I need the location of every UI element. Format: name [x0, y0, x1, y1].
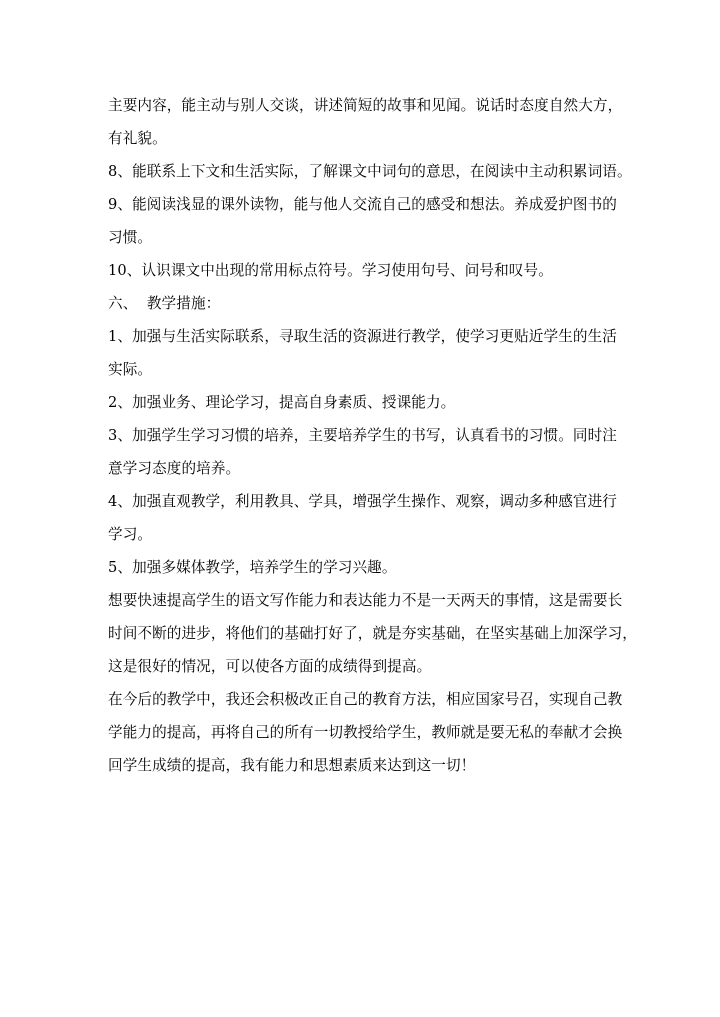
- text-line: 有礼貌。: [108, 130, 167, 147]
- paragraph-goal-10: [108, 254, 613, 287]
- section-heading-teaching-measures: [108, 287, 613, 320]
- text-line: 实际。: [108, 361, 153, 378]
- text-line: 5、加强多媒体教学，培养学生的学习兴趣。: [108, 559, 397, 576]
- text-line: 2、加强业务、理论学习，提高自身素质、授课能力。: [108, 394, 456, 411]
- text-line: 六、 教学措施：: [108, 295, 221, 312]
- document-body: [108, 89, 637, 782]
- paragraph-measure-5: [108, 551, 613, 584]
- text-line: 想要快速提高学生的语文写作能力和表达能力不是一天两天的事情，这是需要长: [108, 592, 623, 609]
- text-line: 1、加强与生活实际联系，寻取生活的资源进行教学，使学习更贴近学生的生活: [108, 328, 617, 345]
- text-line: 8、能联系上下文和生活实际，了解课文中词句的意思，在阅读中主动积累词语。: [108, 163, 632, 180]
- text-line: 3、加强学生学习习惯的培养，主要培养学生的书写，认真看书的习惯。同时注: [108, 427, 617, 444]
- paragraph-measure-1: [108, 320, 617, 386]
- text-line: 9、能阅读浅显的课外读物，能与他人交流自己的感受和想法。养成爱护图书的: [108, 196, 617, 213]
- paragraph-goal-8: [108, 155, 632, 188]
- text-line: 10、认识课文中出现的常用标点符号。学习使用句号、问号和叹号。: [108, 262, 553, 279]
- paragraph-measure-2: [108, 386, 613, 419]
- text-line: 学习。: [108, 526, 153, 543]
- text-line: 这是很好的情况，可以使各方面的成绩得到提高。: [108, 658, 432, 675]
- text-line: 习惯。: [108, 229, 153, 246]
- paragraph-measure-3: [108, 419, 617, 485]
- paragraph-summary-2: [108, 683, 623, 782]
- paragraph-measure-4: [108, 485, 617, 551]
- paragraph-goal-9: [108, 188, 617, 254]
- text-line: 回学生成绩的提高，我有能力和思想素质来达到这一切！: [108, 757, 476, 774]
- text-line: 在今后的教学中，我还会积极改正自己的教育方法，相应国家号召，实现自己教: [108, 691, 623, 708]
- text-line: 4、加强直观教学，利用教具、学具，增强学生操作、观察，调动多种感官进行: [108, 493, 617, 510]
- paragraph-summary-1: [108, 584, 637, 683]
- text-line: 学能力的提高，再将自己的所有一切教授给学生，教师就是要无私的奉献才会换: [108, 724, 623, 741]
- text-line: 时间不断的进步，将他们的基础打好了，就是夯实基础，在坚实基础上加深学习，: [108, 625, 637, 642]
- text-line: 意学习态度的培养。: [108, 460, 241, 477]
- paragraph-main-content: [108, 89, 623, 155]
- text-line: 主要内容，能主动与别人交谈，讲述简短的故事和见闻。说话时态度自然大方，: [108, 97, 623, 114]
